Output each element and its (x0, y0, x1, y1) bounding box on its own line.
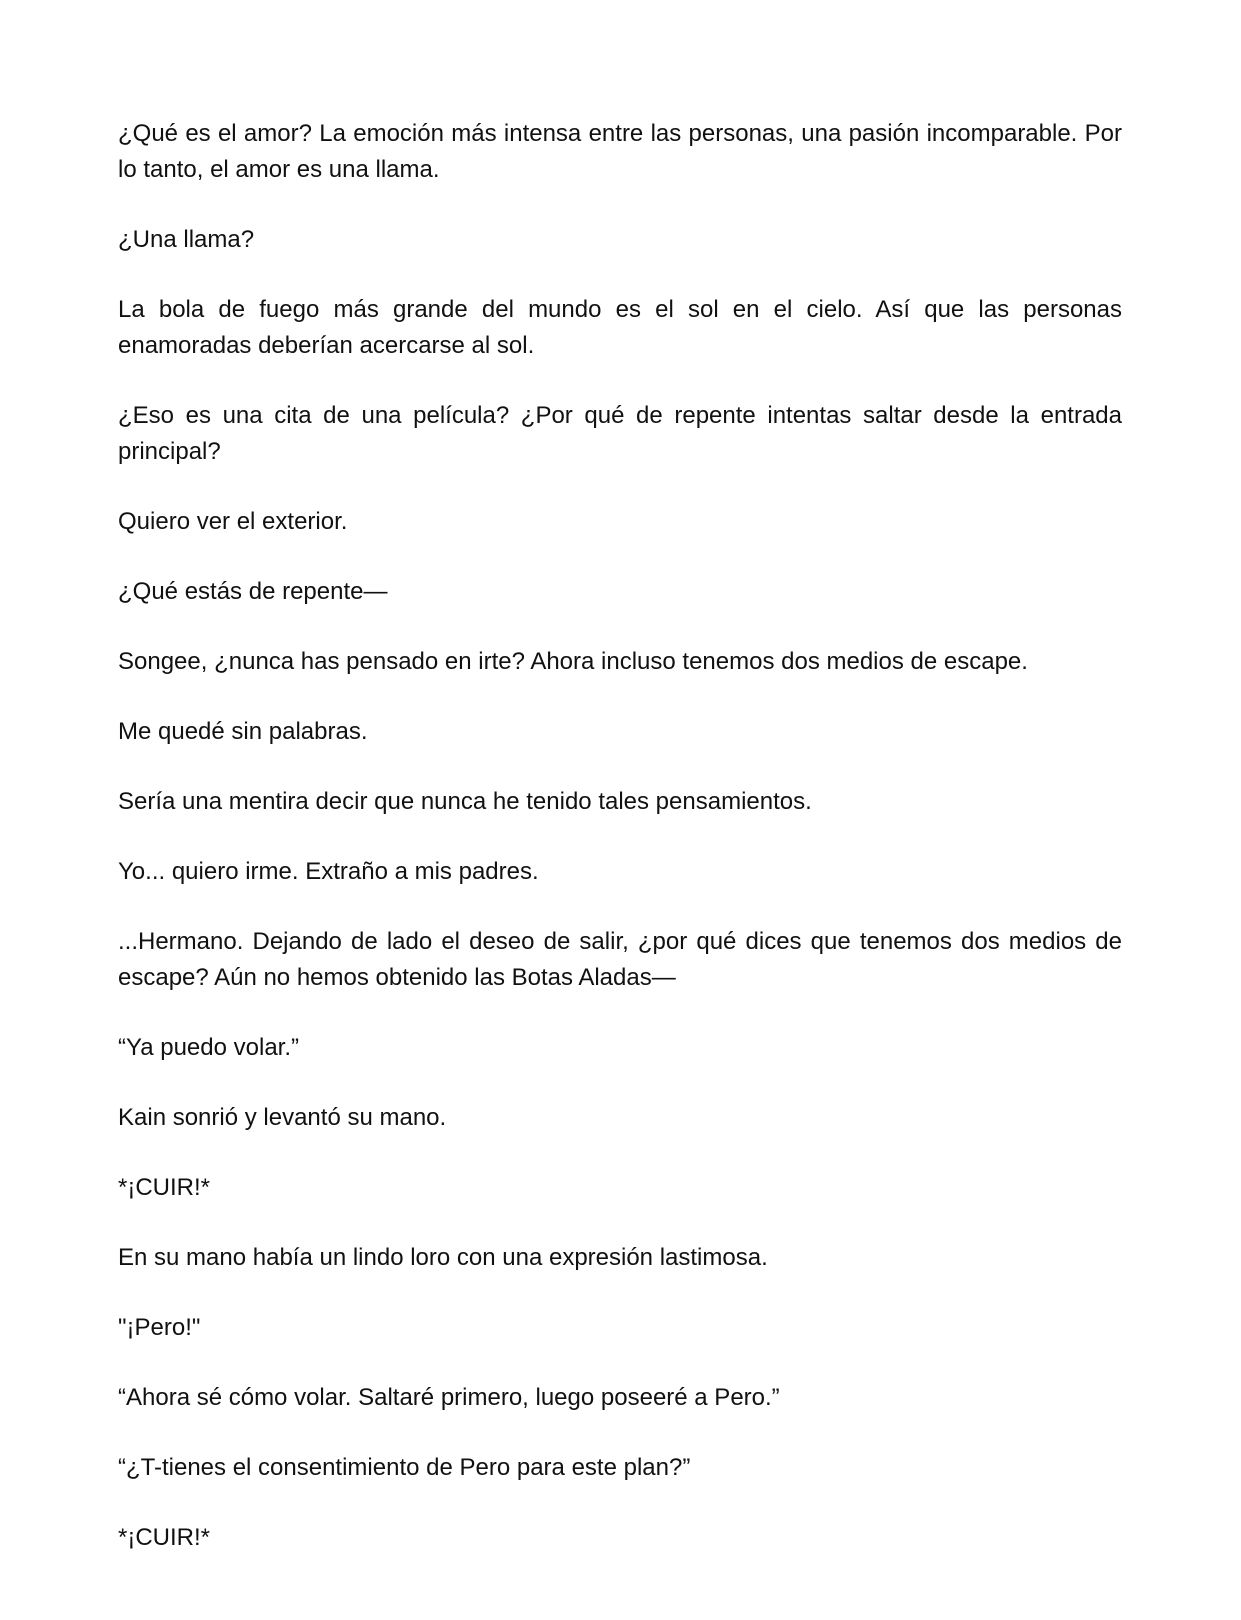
paragraph-11: ...Hermano. Dejando de lado el deseo de salir, ¿por qué dices que tenemos dos medios de escape? Aún no hemos obtenido las Botas Aladas— (118, 928, 1122, 991)
paragraph-1: ¿Qué es el amor? La emoción más intensa entre las personas, una pasión incomparable. Por lo tanto, el amor es una llama. (118, 120, 1122, 183)
paragraph-13: Kain sonrió y levantó su mano. (118, 1104, 447, 1131)
paragraph-17: “Ahora sé cómo volar. Saltaré primero, luego poseeré a Pero.” (118, 1384, 780, 1411)
paragraph-15: En su mano había un lindo loro con una expresión lastimosa. (118, 1244, 768, 1271)
paragraph-2: ¿Una llama? (118, 226, 255, 253)
paragraph-12: “Ya puedo volar.” (118, 1034, 299, 1061)
paragraph-10: Yo... quiero irme. Extraño a mis padres. (118, 858, 539, 885)
paragraph-5: Quiero ver el exterior. (118, 508, 348, 535)
paragraph-16: "¡Pero!" (118, 1314, 201, 1341)
paragraph-4: ¿Eso es una cita de una película? ¿Por qué de repente intentas saltar desde la entrada principal? (118, 402, 1122, 465)
paragraph-8: Me quedé sin palabras. (118, 718, 368, 745)
paragraph-6: ¿Qué estás de repente— (118, 578, 388, 605)
paragraph-3: La bola de fuego más grande del mundo es el sol en el cielo. Así que las personas enamoradas deberían acercarse al sol. (118, 296, 1122, 359)
paragraph-19: *¡CUIR!* (118, 1524, 211, 1551)
paragraph-7: Songee, ¿nunca has pensado en irte? Ahora incluso tenemos dos medios de escape. (118, 648, 1028, 675)
paragraph-14: *¡CUIR!* (118, 1174, 211, 1201)
body-text (118, 116, 1122, 1556)
paragraph-9: Sería una mentira decir que nunca he tenido tales pensamientos. (118, 788, 812, 815)
paragraph-18: “¿T-tienes el consentimiento de Pero para este plan?” (118, 1454, 691, 1481)
